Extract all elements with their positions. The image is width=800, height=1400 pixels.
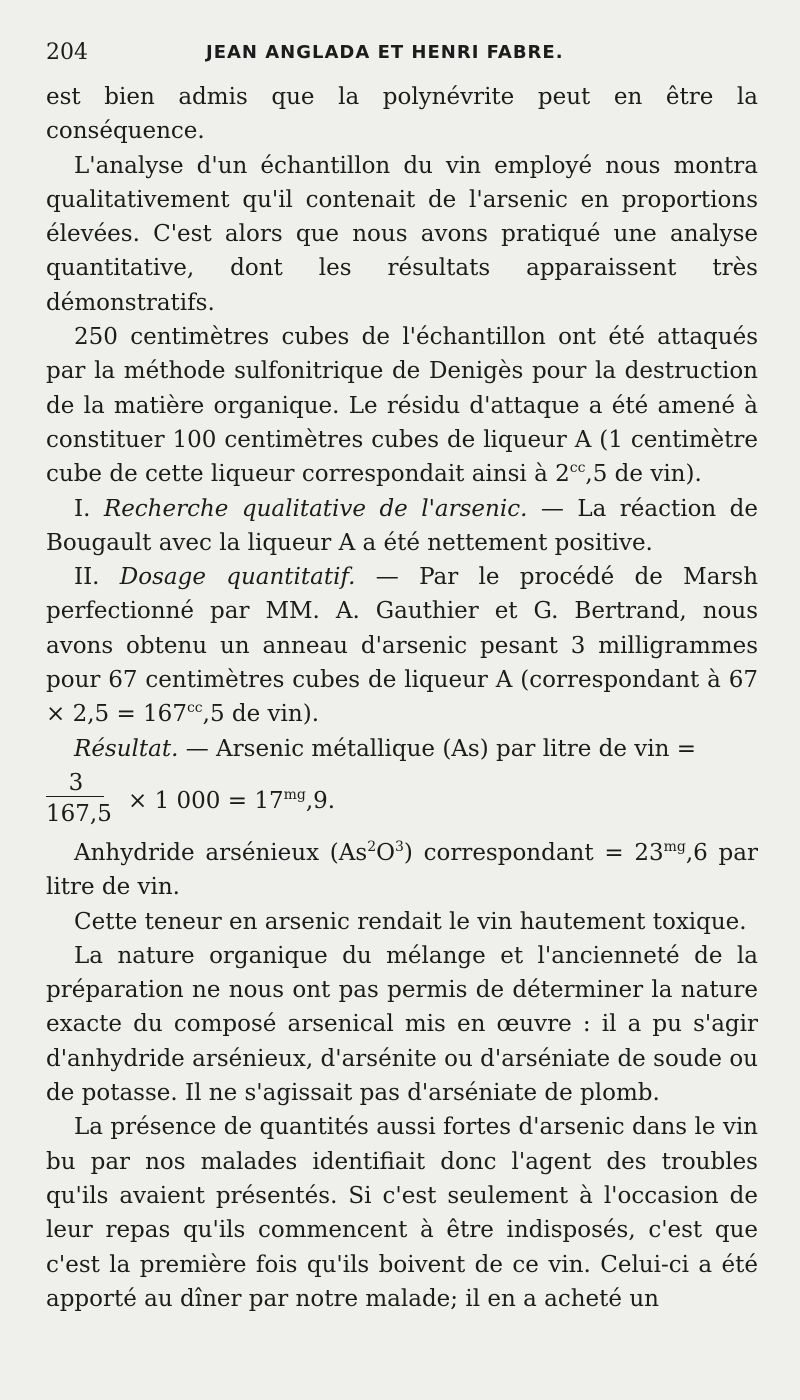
subscript-2: 2 xyxy=(367,838,377,855)
page-header xyxy=(46,36,746,76)
page-number: 204 xyxy=(46,40,88,65)
formula-end: ,9. xyxy=(305,787,336,814)
paragraph-3 xyxy=(46,320,758,491)
paragraph-1: est bien admis que la polynévrite peut en être la conséquence. xyxy=(46,84,758,145)
paragraph-4 xyxy=(46,492,758,561)
unit-superscript: cc xyxy=(569,460,586,477)
subscript-3: 3 xyxy=(394,838,404,855)
paragraph-10: La présence de quantités aussi fortes d'arsenic dans le vin bu par nos malades identifiait donc l'agent des troubles qu'ils avaient présentés. Si c'est seulement à l'occasion de leur repas qu'ils commencent à être indisposés, c'est que c'est la première fois qu'ils boivent de ce vin. Celui-ci a été apporté au dîner par notre malade; il en a acheté un xyxy=(46,1114,758,1312)
paragraph-5-text: — Par le procédé de Marsh perfectionné par MM. A. Gauthier et G. Bertrand, nous avons obtenu un anneau d'arsenic pesant 3 milligrammes pour 67 centimètres cubes de liqueur A (correspondant à 67 × 2,5 = 167 xyxy=(46,564,759,728)
section-title-1: Recherche qualitative de l'arsenic. xyxy=(103,495,528,522)
fraction-numerator: 3 xyxy=(68,769,84,796)
unit-superscript: mg xyxy=(663,838,686,855)
paragraph-7-end: ,6 par litre de vin. xyxy=(46,839,758,901)
paragraph-2: L'analyse d'un échantillon du vin employé nous montra qualitativement qu'il contenait de l'arsenic en proportions élevées. C'est alors que nous avons pratiqué une analyse quantitative, dont les résultats apparaissent très démonstratifs. xyxy=(46,152,758,316)
paragraph-7-text: Anhydride arsénieux (As xyxy=(74,839,368,866)
section-label-1: I. xyxy=(74,495,91,522)
paragraph-7-mid: ) correspondant = 23 xyxy=(403,839,664,866)
paragraph-6 xyxy=(46,732,758,766)
paragraph-9: La nature organique du mélange et l'ancienneté de la préparation ne nous ont pas permis de déterminer la nature exacte du composé arsenical mis en œuvre : il a pu s'agir d'anhydride arsénieux, d'arsénite ou d'arséniate de soude ou de potasse. Il ne s'agissait pas d'arséniate de plomb. xyxy=(46,942,758,1107)
section-label-2: II. xyxy=(74,564,100,591)
paragraph-4-text: — La réaction de Bougault avec la liqueur A a été nettement positive. xyxy=(46,495,759,556)
formula-result xyxy=(128,784,335,818)
result-formula xyxy=(46,766,758,836)
paragraph-3-text: 250 centimètres cubes de l'échantillon ont été attaqués par la méthode sulfonitrique de Denigès pour la destruction de la matière organique. Le résidu d'attaque a été amené à constituer 100 centimètres cubes de liqueur A (1 centimètre cube de cette liqueur correspondait ainsi à 2 xyxy=(46,324,758,488)
paragraph-3-end: ,5 de vin). xyxy=(585,461,702,488)
page-body xyxy=(46,80,758,1316)
oxygen-symbol: O xyxy=(376,839,395,866)
section-title-2: Dosage quantitatif. xyxy=(119,564,356,591)
fraction-denominator: 167,5 xyxy=(46,800,112,827)
paragraph-8: Cette teneur en arsenic rendait le vin hautement toxique. xyxy=(74,908,747,935)
running-title: JEAN ANGLADA ET HENRI FABRE. xyxy=(206,42,564,63)
unit-superscript: mg xyxy=(283,786,306,803)
formula-text: × 1 000 = 17 xyxy=(128,787,284,814)
paragraph-5 xyxy=(46,560,758,731)
paragraph-7 xyxy=(46,836,758,905)
unit-superscript: cc xyxy=(186,700,203,717)
paragraph-6-text: — Arsenic métallique (As) par litre de vin = xyxy=(185,735,697,762)
fraction xyxy=(46,766,112,831)
result-title: Résultat. xyxy=(74,735,179,762)
paragraph-5-end: ,5 de vin). xyxy=(202,701,320,728)
